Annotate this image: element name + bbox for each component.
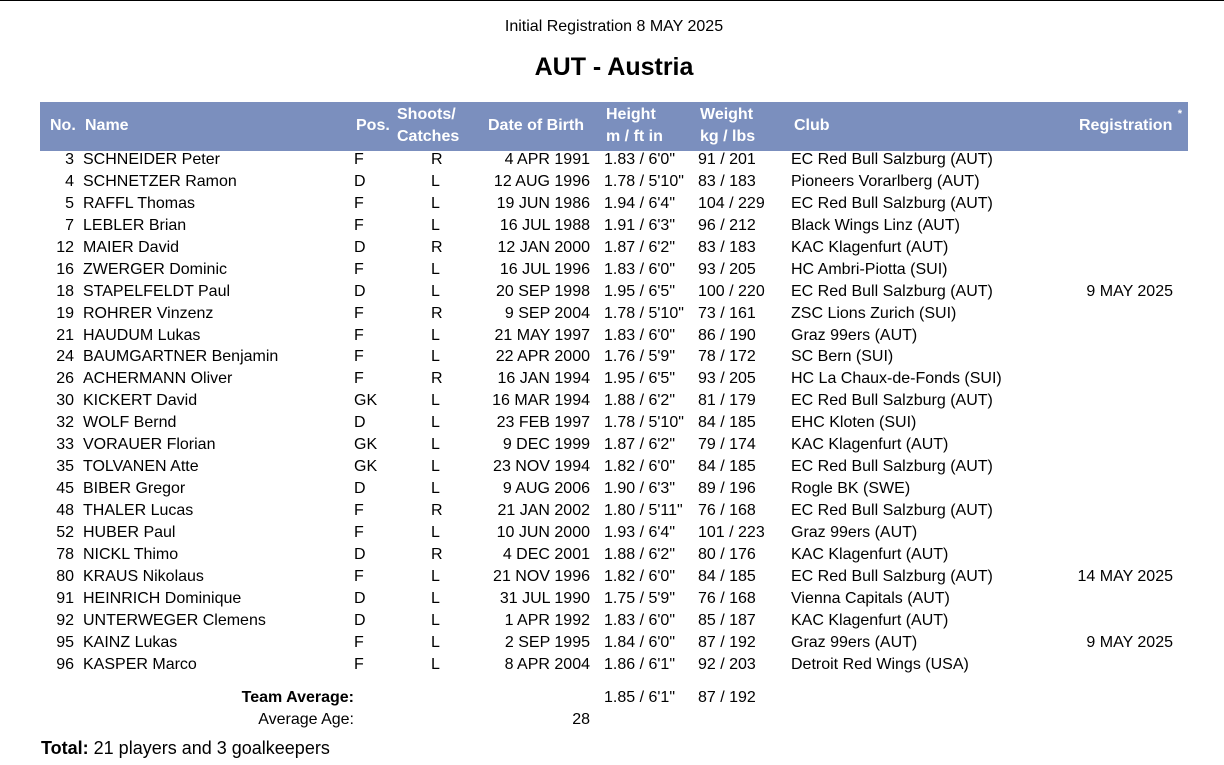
table-row — [0, 238, 1224, 260]
player-name: TOLVANEN Atte — [83, 458, 199, 476]
player-weight: 76 / 168 — [698, 589, 756, 607]
player-name: SCHNEIDER Peter — [83, 151, 220, 168]
player-weight: 91 / 201 — [698, 151, 756, 168]
player-number: 3 — [65, 151, 74, 168]
player-weight: 84 / 185 — [698, 414, 756, 432]
player-weight: 104 / 229 — [698, 194, 765, 212]
header-dob: Date of Birth — [488, 117, 584, 134]
player-name: STAPELFELDT Paul — [83, 282, 231, 300]
header-no: No. — [50, 117, 76, 134]
player-club: Vienna Capitals (AUT) — [791, 589, 950, 607]
player-club: KAC Klagenfurt (AUT) — [791, 238, 949, 256]
player-weight: 96 / 212 — [698, 216, 756, 234]
player-shoots: L — [431, 172, 440, 190]
player-position: D — [354, 480, 366, 498]
table-row — [0, 611, 1224, 633]
player-weight: 79 / 174 — [698, 436, 756, 454]
header-footnote-star: * — [1177, 108, 1182, 120]
player-name: KAINZ Lukas — [83, 633, 178, 651]
player-position: GK — [354, 436, 378, 454]
player-name: VORAUER Florian — [83, 436, 216, 454]
player-weight: 93 / 205 — [698, 260, 756, 278]
player-height: 1.83 / 6'0" — [604, 611, 676, 629]
player-height: 1.78 / 5'10" — [604, 172, 684, 190]
player-number: 78 — [56, 545, 74, 563]
average-age-value: 28 — [572, 711, 590, 728]
player-club: Black Wings Linz (AUT) — [791, 216, 960, 234]
player-position: F — [354, 260, 364, 278]
table-row — [0, 216, 1224, 238]
player-height: 1.78 / 5'10" — [604, 414, 684, 432]
player-club: Pioneers Vorarlberg (AUT) — [791, 172, 980, 190]
player-number: 92 — [56, 611, 74, 629]
table-row — [0, 304, 1224, 326]
header-weight-line1: Weight — [700, 106, 754, 123]
player-height: 1.83 / 6'0" — [604, 326, 676, 344]
player-name: BAUMGARTNER Benjamin — [83, 348, 279, 366]
player-weight: 89 / 196 — [698, 480, 756, 498]
header-pos: Pos. — [356, 117, 390, 134]
player-club: SC Bern (SUI) — [791, 348, 894, 366]
player-birthdate: 12 JAN 2000 — [497, 238, 590, 256]
table-row — [0, 282, 1224, 304]
player-club: Graz 99ers (AUT) — [791, 523, 918, 541]
player-name: WOLF Bernd — [83, 414, 177, 432]
player-birthdate: 1 APR 1992 — [504, 611, 590, 629]
player-birthdate: 9 AUG 2006 — [502, 480, 590, 498]
player-name: RAFFL Thomas — [83, 194, 196, 212]
player-club: EC Red Bull Salzburg (AUT) — [791, 151, 993, 168]
header-registration: Registration — [1079, 117, 1173, 134]
player-birthdate: 16 JUL 1996 — [499, 260, 590, 278]
header-height-line1: Height — [606, 106, 656, 123]
header-club: Club — [794, 117, 830, 134]
player-shoots: L — [431, 611, 440, 629]
player-name: HUBER Paul — [83, 523, 176, 541]
player-height: 1.83 / 6'0" — [604, 151, 676, 168]
player-weight: 84 / 185 — [698, 458, 756, 476]
table-row — [0, 194, 1224, 216]
player-position: D — [354, 238, 366, 256]
roster-table-body — [0, 150, 1224, 677]
player-number: 48 — [56, 502, 74, 519]
player-number: 33 — [56, 436, 74, 454]
player-number: 52 — [56, 523, 74, 541]
header-shoots-line2: Catches — [397, 128, 460, 145]
player-height: 1.90 / 6'3" — [604, 480, 676, 498]
player-position: D — [354, 545, 366, 563]
player-name: ZWERGER Dominic — [83, 260, 228, 278]
player-number: 32 — [56, 414, 74, 432]
player-shoots: L — [431, 260, 440, 278]
player-birthdate: 22 APR 2000 — [495, 348, 590, 366]
table-row — [0, 457, 1224, 479]
player-position: F — [354, 567, 364, 585]
table-row — [0, 633, 1224, 655]
player-weight: 73 / 161 — [698, 304, 756, 322]
player-weight: 92 / 203 — [698, 655, 756, 673]
player-club: EC Red Bull Salzburg (AUT) — [791, 502, 993, 519]
player-name: BIBER Gregor — [83, 480, 186, 498]
header-name: Name — [85, 117, 129, 134]
average-age-label: Average Age: — [258, 711, 354, 728]
table-row — [0, 391, 1224, 413]
player-shoots: R — [431, 545, 443, 563]
player-shoots: L — [431, 458, 440, 476]
player-height: 1.83 / 6'0" — [604, 260, 676, 278]
table-header — [40, 102, 1188, 151]
player-club: ZSC Lions Zurich (SUI) — [791, 304, 957, 322]
total-label: Total: — [41, 738, 89, 758]
player-position: F — [354, 304, 364, 322]
player-birthdate: 31 JUL 1990 — [499, 589, 590, 607]
player-birthdate: 9 SEP 2004 — [504, 304, 590, 322]
player-height: 1.95 / 6'5" — [604, 282, 676, 300]
player-position: D — [354, 611, 366, 629]
player-position: F — [354, 523, 364, 541]
player-weight: 85 / 187 — [698, 611, 756, 629]
player-position: D — [354, 589, 366, 607]
player-height: 1.75 / 5'9" — [604, 589, 676, 607]
player-position: F — [354, 194, 364, 212]
player-position: F — [354, 370, 364, 388]
player-shoots: L — [431, 216, 440, 234]
player-position: F — [354, 216, 364, 234]
player-number: 91 — [56, 589, 74, 607]
player-birthdate: 23 NOV 1994 — [493, 458, 590, 476]
player-name: KRAUS Nikolaus — [83, 567, 204, 585]
player-name: ACHERMANN Oliver — [83, 370, 233, 388]
player-number: 96 — [56, 655, 74, 673]
player-weight: 86 / 190 — [698, 326, 756, 344]
player-position: F — [354, 151, 364, 168]
player-weight: 81 / 179 — [698, 392, 756, 410]
player-shoots: L — [431, 655, 440, 673]
player-shoots: L — [431, 589, 440, 607]
player-position: F — [354, 655, 364, 673]
header-height-line2: m / ft in — [606, 128, 663, 145]
table-row — [0, 589, 1224, 611]
player-birthdate: 23 FEB 1997 — [496, 414, 590, 432]
player-club: HC La Chaux-de-Fonds (SUI) — [791, 370, 1002, 388]
player-birthdate: 21 MAY 1997 — [494, 326, 590, 344]
player-registration: 14 MAY 2025 — [1077, 567, 1173, 585]
player-club: EC Red Bull Salzburg (AUT) — [791, 392, 993, 410]
team-average-height: 1.85 / 6'1" — [604, 689, 676, 706]
player-height: 1.82 / 6'0" — [604, 567, 676, 585]
player-shoots: L — [431, 633, 440, 651]
player-birthdate: 21 JAN 2002 — [497, 502, 590, 519]
table-row — [0, 326, 1224, 348]
player-birthdate: 4 DEC 2001 — [502, 545, 590, 563]
player-height: 1.88 / 6'2" — [604, 545, 676, 563]
player-height: 1.93 / 6'4" — [604, 523, 676, 541]
player-name: KICKERT David — [83, 392, 198, 410]
player-birthdate: 8 APR 2004 — [504, 655, 590, 673]
player-weight: 93 / 205 — [698, 370, 756, 388]
player-height: 1.76 / 5'9" — [604, 348, 676, 366]
player-club: KAC Klagenfurt (AUT) — [791, 611, 949, 629]
player-number: 30 — [56, 392, 74, 410]
table-row — [0, 479, 1224, 501]
player-club: KAC Klagenfurt (AUT) — [791, 545, 949, 563]
player-number: 21 — [56, 326, 74, 344]
player-name: MAIER David — [83, 238, 180, 256]
header-shoots-line1: Shoots/ — [397, 106, 456, 123]
player-club: Rogle BK (SWE) — [791, 480, 911, 498]
player-name: UNTERWEGER Clemens — [83, 611, 266, 629]
player-birthdate: 16 MAR 1994 — [492, 392, 590, 410]
player-name: ROHRER Vinzenz — [83, 304, 214, 322]
player-height: 1.82 / 6'0" — [604, 458, 676, 476]
player-birthdate: 12 AUG 1996 — [493, 172, 590, 190]
header-weight-line2: kg / lbs — [700, 128, 756, 145]
player-name: NICKL Thimo — [83, 545, 179, 563]
table-row — [0, 435, 1224, 457]
player-weight: 83 / 183 — [698, 172, 756, 190]
player-shoots: R — [431, 238, 443, 256]
player-shoots: L — [431, 194, 440, 212]
player-position: D — [354, 282, 366, 300]
player-height: 1.88 / 6'2" — [604, 392, 676, 410]
player-number: 80 — [56, 567, 74, 585]
player-number: 16 — [56, 260, 74, 278]
player-position: F — [354, 348, 364, 366]
player-shoots: L — [431, 523, 440, 541]
player-club: HC Ambri-Piotta (SUI) — [791, 260, 948, 278]
player-weight: 83 / 183 — [698, 238, 756, 256]
player-position: F — [354, 633, 364, 651]
player-weight: 101 / 223 — [698, 523, 765, 541]
player-club: KAC Klagenfurt (AUT) — [791, 436, 949, 454]
player-height: 1.87 / 6'2" — [604, 238, 676, 256]
player-height: 1.86 / 6'1" — [604, 655, 676, 673]
player-height: 1.80 / 5'11" — [604, 502, 683, 519]
player-position: D — [354, 172, 366, 190]
total-text: 21 players and 3 goalkeepers — [88, 738, 330, 758]
player-shoots: L — [431, 348, 440, 366]
table-row — [0, 369, 1224, 391]
top-border-line — [0, 0, 1224, 1]
table-row — [0, 347, 1224, 369]
player-number: 18 — [56, 282, 74, 300]
table-row — [0, 172, 1224, 194]
player-birthdate: 9 DEC 1999 — [502, 436, 590, 454]
player-birthdate: 4 APR 1991 — [504, 151, 590, 168]
player-number: 24 — [56, 348, 74, 366]
player-position: F — [354, 326, 364, 344]
player-shoots: L — [431, 392, 440, 410]
player-position: GK — [354, 458, 378, 476]
player-number: 4 — [65, 172, 74, 190]
player-name: KASPER Marco — [83, 655, 197, 673]
player-birthdate: 16 JAN 1994 — [497, 370, 590, 388]
player-registration: 9 MAY 2025 — [1086, 633, 1173, 651]
player-shoots: R — [431, 502, 443, 519]
player-height: 1.84 / 6'0" — [604, 633, 676, 651]
player-position: F — [354, 502, 364, 519]
player-height: 1.78 / 5'10" — [604, 304, 684, 322]
player-name: SCHNETZER Ramon — [83, 172, 237, 190]
total-summary — [41, 738, 330, 759]
player-shoots: L — [431, 414, 440, 432]
player-weight: 76 / 168 — [698, 502, 756, 519]
player-shoots: L — [431, 436, 440, 454]
player-number: 95 — [56, 633, 74, 651]
player-birthdate: 20 SEP 1998 — [495, 282, 590, 300]
player-birthdate: 10 JUN 2000 — [496, 523, 590, 541]
player-shoots: L — [431, 326, 440, 344]
player-birthdate: 2 SEP 1995 — [504, 633, 590, 651]
team-average-weight: 87 / 192 — [698, 689, 756, 706]
player-name: HAUDUM Lukas — [83, 326, 201, 344]
player-height: 1.91 / 6'3" — [604, 216, 676, 234]
player-number: 12 — [56, 238, 74, 256]
player-shoots: R — [431, 151, 443, 168]
player-weight: 84 / 185 — [698, 567, 756, 585]
player-name: THALER Lucas — [83, 502, 194, 519]
player-height: 1.94 / 6'4" — [604, 194, 676, 212]
player-weight: 78 / 172 — [698, 348, 756, 366]
player-number: 5 — [65, 194, 74, 212]
player-number: 35 — [56, 458, 74, 476]
table-row — [0, 413, 1224, 435]
player-number: 19 — [56, 304, 74, 322]
player-weight: 100 / 220 — [698, 282, 765, 300]
player-height: 1.95 / 6'5" — [604, 370, 676, 388]
team-average-label: Team Average: — [241, 689, 354, 706]
player-number: 7 — [65, 216, 74, 234]
document-title: AUT - Austria — [534, 53, 694, 81]
player-club: EC Red Bull Salzburg (AUT) — [791, 282, 993, 300]
player-club: EC Red Bull Salzburg (AUT) — [791, 458, 993, 476]
player-weight: 87 / 192 — [698, 633, 756, 651]
table-row — [0, 523, 1224, 545]
player-club: Graz 99ers (AUT) — [791, 633, 918, 651]
table-row — [0, 567, 1224, 589]
player-name: HEINRICH Dominique — [83, 589, 242, 607]
document-subtitle: Initial Registration 8 MAY 2025 — [504, 18, 724, 35]
player-club: EC Red Bull Salzburg (AUT) — [791, 194, 993, 212]
player-shoots: L — [431, 480, 440, 498]
player-club: EHC Kloten (SUI) — [791, 414, 917, 432]
player-shoots: L — [431, 567, 440, 585]
player-club: Graz 99ers (AUT) — [791, 326, 918, 344]
player-birthdate: 21 NOV 1996 — [493, 567, 590, 585]
player-number: 26 — [56, 370, 74, 388]
table-row — [0, 150, 1224, 172]
table-row — [0, 501, 1224, 523]
table-row — [0, 260, 1224, 282]
player-weight: 80 / 176 — [698, 545, 756, 563]
player-club: EC Red Bull Salzburg (AUT) — [791, 567, 993, 585]
table-row — [0, 545, 1224, 567]
player-shoots: L — [431, 282, 440, 300]
player-height: 1.87 / 6'2" — [604, 436, 676, 454]
player-number: 45 — [56, 480, 74, 498]
player-birthdate: 19 JUN 1986 — [496, 194, 590, 212]
player-shoots: R — [431, 370, 443, 388]
player-position: D — [354, 414, 366, 432]
player-birthdate: 16 JUL 1988 — [499, 216, 590, 234]
player-name: LEBLER Brian — [83, 216, 187, 234]
player-shoots: R — [431, 304, 443, 322]
player-registration: 9 MAY 2025 — [1086, 282, 1173, 300]
player-club: Detroit Red Wings (USA) — [791, 655, 969, 673]
player-position: GK — [354, 392, 378, 410]
table-row — [0, 655, 1224, 677]
